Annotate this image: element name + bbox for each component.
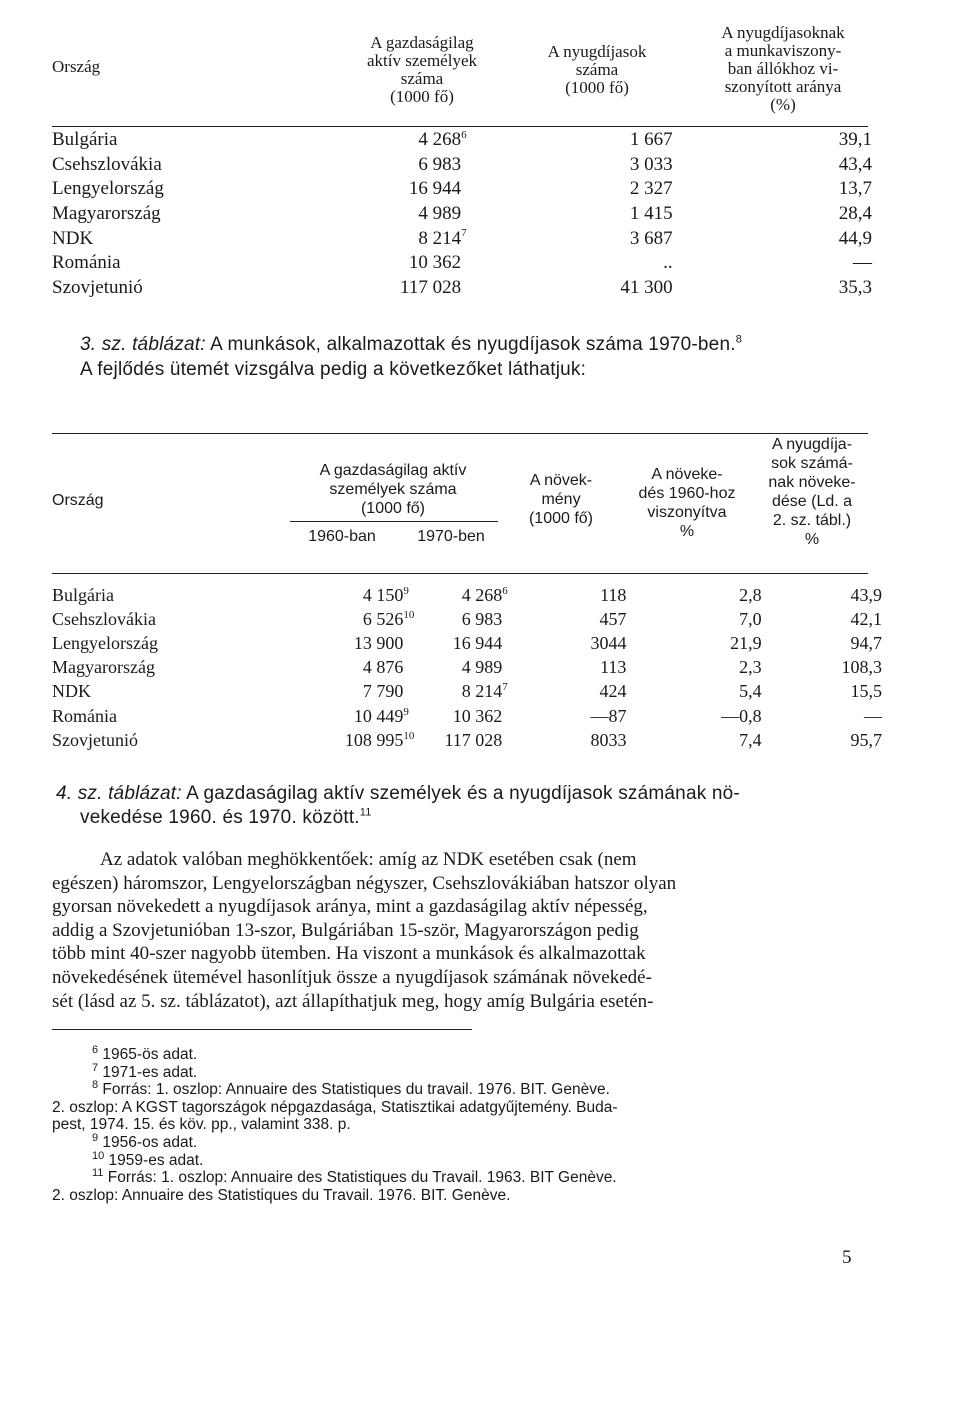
table-row	[52, 202, 872, 227]
caption-label: 4. sz. táblázat:	[56, 783, 182, 804]
cell-value: 117 028	[400, 276, 462, 298]
footnote-mark: 8	[92, 1079, 99, 1092]
header-line: mény	[541, 491, 581, 508]
cell-1960: 108 $995^{10}$	[344, 729, 415, 750]
cell-1970	[417, 656, 510, 680]
cell-ratio: 28,4	[838, 203, 872, 225]
intro-line: A fejlődés ütemét vizsgálva pedig a következőket láthatjuk:	[80, 359, 587, 380]
footnote	[52, 1043, 864, 1064]
header-line: A nyugdíja-	[771, 436, 853, 453]
header-line: dése (Ld. a	[771, 493, 853, 510]
header-country: Ország	[52, 492, 104, 509]
table-row	[52, 251, 872, 276]
cell-value: 117 028	[444, 729, 503, 750]
header-line: A gazdaságilag	[370, 33, 474, 52]
header-line: A gazdaságilag aktív	[319, 462, 467, 479]
cell-pensioners: 3 687	[629, 227, 673, 249]
cell-growth: 113	[600, 657, 627, 678]
cell-value: 4 268	[461, 584, 503, 605]
cell-value: 8 214	[418, 227, 462, 249]
footnote-mark: 11	[92, 1167, 104, 1179]
footnote-mark: 6	[92, 1043, 99, 1056]
caption-text: vekedése 1960. és 1970. között.	[80, 807, 360, 828]
cell-1970: 8 $214^7$	[461, 681, 508, 702]
cell-pensioners: 3 033	[629, 153, 673, 175]
paragraph-line: Az adatok valóban meghökkentőek: amíg az NDK esetében csak (nem	[100, 849, 637, 870]
cell-value: 13 900	[353, 632, 404, 653]
cell-country: Románia	[52, 705, 117, 726]
table-row	[52, 226, 872, 251]
footnote	[52, 1116, 864, 1134]
cell-pensioners: 1 415	[629, 203, 673, 225]
cell-country: Bulgária	[52, 129, 118, 151]
footnote	[52, 1099, 864, 1117]
header-1960: 1960-ban	[308, 528, 376, 545]
footnote	[52, 1169, 864, 1187]
footnote-text: 1956-os adat.	[98, 1133, 198, 1151]
header-line: A nyugdíjasok	[547, 42, 647, 61]
cell-country: Szovjetunió	[52, 276, 143, 298]
caption-line-2	[56, 806, 864, 830]
cell-country: NDK	[52, 227, 94, 249]
table-header	[52, 425, 872, 575]
cell-value: 6 526	[362, 608, 404, 629]
footnote-mark: 10	[92, 1149, 105, 1162]
footnote-text: 2. oszlop: A KGST tagországok népgazdasága, Statisztikai adatgyűjtemény. Buda-	[52, 1098, 618, 1116]
cell-country: Magyarország	[52, 203, 161, 225]
header-line: %	[804, 531, 820, 548]
cell-growth-pct: 2,8	[739, 584, 762, 605]
footnote-text: 1959-es adat.	[104, 1151, 204, 1169]
paragraph-line: növekedésének ütemével hasonlítjuk össze a nyugdíjasok számának növekedé-	[52, 966, 652, 988]
cell-value: 8 214	[461, 681, 503, 702]
table-row	[52, 128, 872, 153]
cell-growth: 457	[599, 608, 627, 629]
cell-value: 4 876	[362, 657, 404, 678]
header-line: (1000 fő)	[528, 510, 594, 527]
cell-growth: 424	[599, 681, 627, 702]
footnote	[52, 1187, 864, 1205]
cell-pension-growth: 42,1	[850, 608, 882, 629]
header-line: száma	[575, 60, 619, 79]
table-3-pensioners-1970	[52, 22, 872, 300]
cell-value: 4 989	[418, 203, 462, 225]
cell-value: 16 944	[408, 178, 462, 200]
cell-country: Románia	[52, 252, 121, 274]
cell-ratio: 13,7	[838, 178, 872, 200]
cell-ratio: 39,1	[838, 129, 872, 151]
table-row	[52, 583, 882, 607]
cell-1960: 4 $150^9$	[362, 584, 409, 605]
header-line: viszonyítva	[647, 504, 727, 521]
paragraph-line: egészen) háromszor, Lengyelországban négyszer, Csehszlovákiában hatszor olyan	[52, 872, 677, 894]
body-paragraph	[52, 848, 864, 1013]
header-line: (%)	[770, 95, 796, 114]
cell-pension-growth: 94,7	[850, 632, 882, 653]
cell-growth-pct: 21,9	[730, 632, 762, 653]
cell-value: 4 989	[461, 657, 503, 678]
table-3-caption	[80, 333, 742, 357]
cell-growth-pct: —0,8	[721, 705, 762, 726]
cell-active: 8 $214^7$	[418, 227, 467, 249]
cell-1970	[417, 704, 510, 728]
header-line: A növeke-	[651, 466, 723, 483]
table-row	[52, 631, 882, 655]
cell-1960: 10 $449^9$	[353, 705, 409, 726]
footnote-text: Forrás: 1. oszlop: Annuaire des Statistiques du travail. 1976. BIT. Genève.	[98, 1081, 610, 1099]
header-1970: 1970-ben	[417, 528, 485, 545]
footnote-text: 1971-es adat.	[98, 1063, 198, 1081]
header-line: szonyított aránya	[724, 77, 842, 96]
table-row	[52, 177, 872, 202]
footnote-ref: 11	[359, 806, 372, 819]
table-header	[52, 22, 872, 124]
header-active-group	[288, 461, 498, 518]
footnote-text: 2. oszlop: Annuaire des Statistiques du Travail. 1976. BIT. Genève.	[52, 1186, 511, 1204]
cell-value: 7 790	[362, 681, 404, 702]
cell-pensioners: 2 327	[629, 178, 673, 200]
header-growth-pct	[622, 465, 752, 541]
cell-ratio: 44,9	[838, 227, 872, 249]
cell-country: NDK	[52, 681, 91, 702]
header-line: A nyugdíjasoknak	[721, 23, 845, 42]
paragraph-line: gyorsan növekedett a nyugdíjasok aránya, mint a gazdaságilag aktív népesség,	[52, 896, 648, 918]
table-row	[52, 680, 882, 704]
cell-country: Bulgária	[52, 584, 114, 605]
cell-1970	[417, 607, 510, 631]
paragraph-line: több mint 40-szer nagyobb ütemben. Ha viszont a munkások és alkalmazottak	[52, 943, 646, 965]
table-4-caption	[56, 782, 864, 830]
cell-country: Lengyelország	[52, 632, 158, 653]
header-rule	[52, 573, 868, 574]
header-line: dés 1960-hoz	[638, 485, 736, 502]
cell-pension-growth: 108,3	[841, 657, 882, 678]
cell-value: 4 268	[418, 129, 462, 151]
cell-value: 6 983	[461, 608, 503, 629]
cell-value: 6 983	[418, 153, 462, 175]
cell-pensioners: ..	[663, 252, 673, 274]
cell-growth: 8033	[590, 729, 627, 750]
cell-growth-pct: 2,3	[739, 657, 762, 678]
caption-line-1	[56, 782, 864, 806]
cell-pensioners: 41 300	[620, 276, 673, 298]
header-ratio	[688, 24, 878, 114]
cell-1960	[314, 631, 417, 655]
cell-value: 10 362	[408, 252, 462, 274]
footnote-text: 1965-ös adat.	[98, 1046, 198, 1063]
footnote	[52, 1061, 864, 1082]
cell-active	[388, 251, 469, 276]
header-line: ban állókhoz vi-	[727, 59, 839, 78]
footnote-separator	[52, 1029, 472, 1030]
cell-country: Szovjetunió	[52, 729, 138, 750]
table-4-growth-1960-1970	[52, 425, 882, 752]
header-line: A növek-	[529, 472, 593, 489]
cell-pension-growth: 95,7	[850, 729, 882, 750]
cell-growth-pct: 7,4	[739, 729, 762, 750]
table-body	[52, 128, 872, 300]
table-body	[52, 583, 882, 752]
paragraph-line: sét (lásd az 5. sz. táblázatot), azt állapíthatjuk meg, hogy amíg Bulgária esetén-	[52, 990, 654, 1012]
cell-growth-pct: 5,4	[739, 681, 762, 702]
cell-pension-growth: 43,9	[850, 584, 882, 605]
footnote	[52, 1081, 864, 1099]
cell-active	[388, 202, 469, 227]
header-country: Ország	[52, 57, 101, 76]
page-number: 5	[842, 1247, 852, 1268]
table-row	[52, 153, 872, 178]
header-line: aktív személyek	[367, 51, 477, 70]
table-row	[52, 607, 882, 631]
header-line: a munkaviszony-	[724, 41, 842, 60]
table-row	[52, 276, 872, 301]
cell-1960	[314, 680, 417, 704]
cell-pension-growth: 15,5	[850, 681, 882, 702]
cell-active	[388, 177, 469, 202]
footnote-text: Forrás: 1. oszlop: Annuaire des Statistiques du Travail. 1963. BIT Genève.	[103, 1169, 617, 1187]
paragraph-line: addig a Szovjetunióban 13-szor, Bulgáriában 15-ször, Magyarországon pedig	[52, 919, 639, 941]
cell-active	[388, 153, 469, 178]
cell-1960: 6 $526^{10}$	[362, 608, 415, 629]
cell-country: Csehszlovákia	[52, 608, 156, 629]
cell-active: 4 $268^6$	[418, 128, 467, 151]
cell-1970	[417, 631, 510, 655]
header-active-persons	[342, 34, 502, 106]
footnote	[52, 1149, 864, 1170]
table-row	[52, 728, 882, 752]
cell-growth: 118	[600, 584, 627, 605]
cell-country: Lengyelország	[52, 178, 164, 200]
group-rule	[290, 521, 498, 522]
cell-1970	[417, 728, 510, 752]
header-line: személyek száma	[329, 481, 457, 498]
cell-value: 10 362	[452, 705, 503, 726]
header-line: 2. sz. tábl.)	[772, 512, 852, 529]
cell-value: 108 995	[344, 729, 404, 750]
cell-1970: 4 $268^6$	[461, 584, 508, 605]
cell-1960	[314, 656, 417, 680]
header-line: nak növeke-	[768, 474, 856, 491]
footnote	[52, 1131, 864, 1152]
cell-value: 16 944	[452, 632, 503, 653]
footnotes	[52, 1043, 864, 1204]
cell-active	[388, 276, 469, 301]
caption-text: A gazdaságilag aktív személyek és a nyugdíjasok számának nö-	[181, 783, 740, 804]
header-pension-growth	[750, 435, 874, 549]
cell-growth-pct: 7,0	[739, 608, 762, 629]
header-pensioners	[522, 43, 672, 97]
header-growth	[518, 471, 604, 528]
cell-growth: —87	[590, 705, 627, 726]
header-line: (1000 fő)	[565, 78, 629, 97]
footnote-mark: 7	[92, 1061, 99, 1074]
cell-country: Magyarország	[52, 657, 155, 678]
footnote-text: pest, 1974. 15. és köv. pp., valamint 338. p.	[52, 1116, 351, 1134]
cell-ratio: —	[853, 252, 872, 274]
header-line: %	[679, 523, 695, 540]
cell-ratio: 43,4	[838, 153, 872, 175]
header-line: (1000 fő)	[390, 87, 454, 106]
table-row	[52, 656, 882, 680]
cell-value: 10 449	[353, 705, 404, 726]
caption-text: A munkások, alkalmazottak és nyugdíjasok száma 1970-ben.	[205, 334, 736, 355]
cell-growth: 3044	[590, 632, 627, 653]
footnote-ref: 8	[735, 333, 743, 346]
cell-ratio: 35,3	[838, 276, 872, 298]
footnote-mark: 9	[92, 1131, 99, 1144]
cell-country: Csehszlovákia	[52, 153, 162, 175]
caption-label: 3. sz. táblázat:	[80, 334, 206, 355]
header-line: sok számá-	[771, 455, 853, 472]
header-line: (1000 fő)	[360, 500, 426, 517]
cell-value: 4 150	[362, 584, 404, 605]
cell-pensioners: 1 667	[629, 129, 673, 151]
table-row	[52, 704, 882, 728]
header-line: száma	[400, 69, 444, 88]
cell-pension-growth: —	[864, 705, 882, 726]
header-rule	[52, 126, 868, 127]
